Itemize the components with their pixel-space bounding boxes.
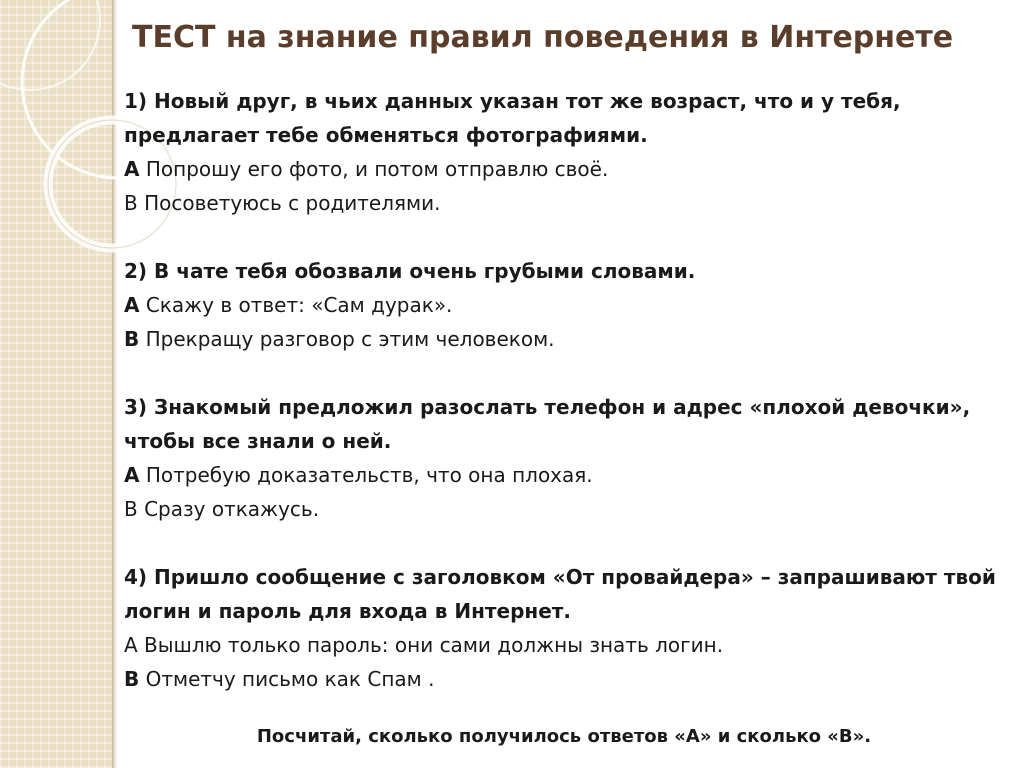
question-2	[124, 254, 1004, 356]
answer-letter: В	[124, 191, 138, 215]
question-4	[124, 560, 1004, 696]
question-text: 4) Пришло сообщение с заголовком «От провайдера» – запрашивают твой логин и пароль для входа в Интернет.	[124, 565, 996, 623]
question-text: 1) Новый друг, в чьих данных указан тот же возраст, что и у тебя, предлагает тебе обменяться фотографиями.	[124, 89, 901, 147]
answer-letter: В	[124, 497, 138, 521]
answer-text: Прекращу разговор с этим человеком.	[139, 327, 555, 351]
question-3	[124, 390, 1004, 526]
question-text: 3) Знакомый предложил разослать телефон и адрес «плохой девочки», чтобы все знали о ней.	[124, 395, 971, 453]
answer-a	[124, 458, 1004, 492]
answer-b	[124, 662, 1004, 696]
footer-instruction: Посчитай, сколько получилось ответов «А» и сколько «В».	[256, 726, 872, 747]
answer-text: Сразу откажусь.	[137, 497, 320, 521]
answer-text: Вышлю только пароль: они сами должны знать логин.	[137, 633, 724, 657]
answer-text: Скажу в ответ: «Сам дурак».	[139, 293, 453, 317]
answer-letter: В	[124, 327, 140, 351]
answer-b	[124, 492, 1004, 526]
answer-letter: А	[124, 633, 138, 657]
answer-letter: А	[124, 293, 140, 317]
answer-a	[124, 152, 1004, 186]
page-title: ТЕСТ на знание правил поведения в Интернете	[132, 20, 954, 55]
answer-b	[124, 186, 1004, 220]
answer-a	[124, 628, 1004, 662]
answer-text: Попрошу его фото, и потом отправлю своё.	[139, 157, 609, 181]
question-text: 2) В чате тебя обозвали очень грубыми словами.	[124, 259, 696, 283]
answer-letter: В	[124, 667, 140, 691]
answer-text: Потребую доказательств, что она плохая.	[139, 463, 593, 487]
answer-text: Отметчу письмо как Спам .	[139, 667, 435, 691]
test-content	[124, 84, 1004, 730]
answer-b	[124, 322, 1004, 356]
answer-letter: А	[124, 463, 140, 487]
answer-letter: А	[124, 157, 140, 181]
answer-text: Посоветуюсь с родителями.	[137, 191, 441, 215]
question-1	[124, 84, 1004, 220]
answer-a	[124, 288, 1004, 322]
